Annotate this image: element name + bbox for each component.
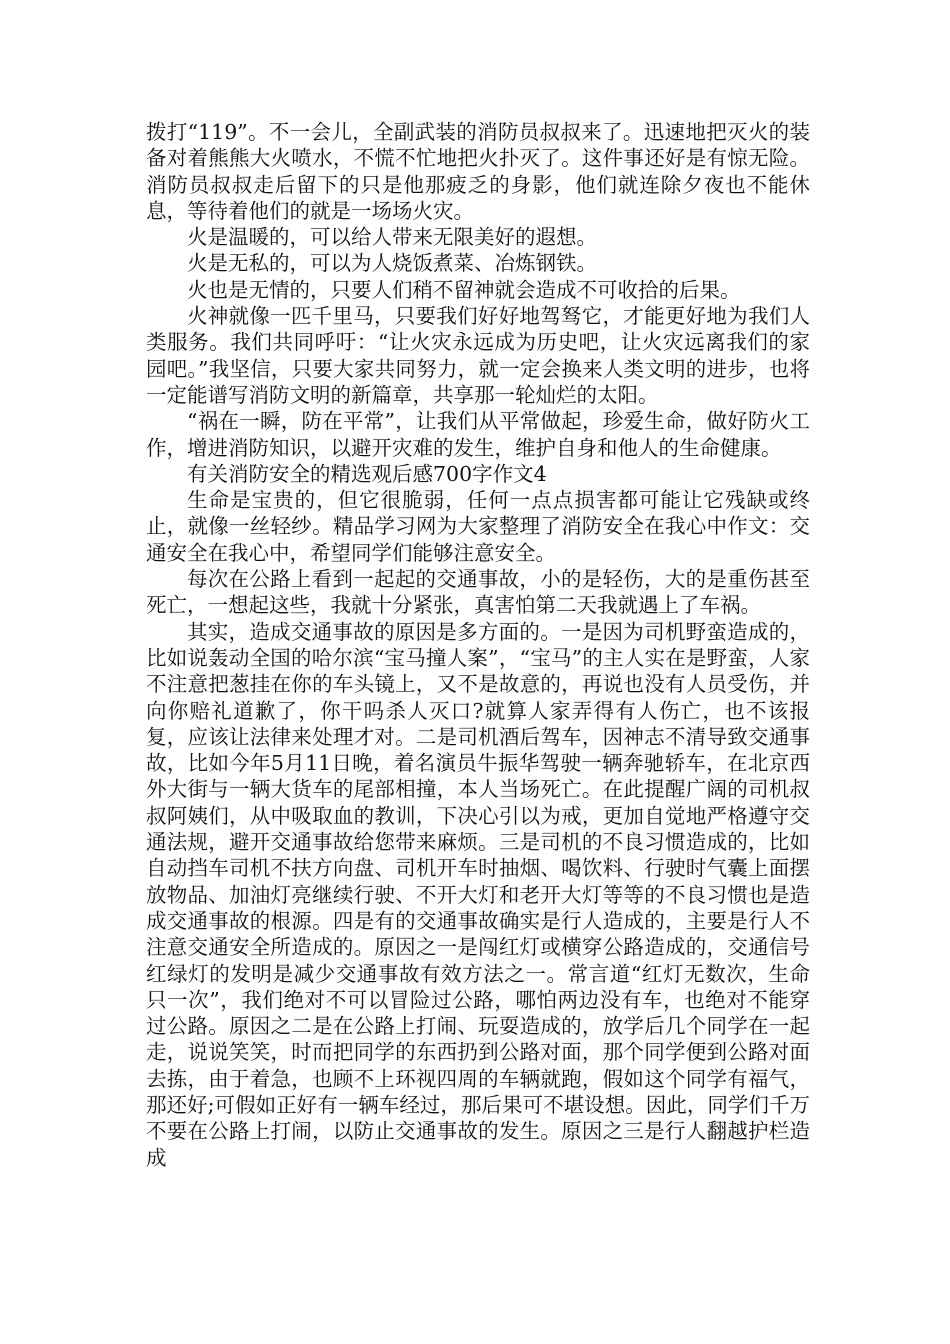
paragraph-accidents-seen: 每次在公路上看到一起起的交通事故，小的是轻伤，大的是重伤甚至死亡，一想起这些，我就十分紧张，真害怕第二天我就遇上了车祸。 bbox=[146, 567, 810, 618]
paragraph-life-precious: 生命是宝贵的，但它很脆弱，任何一点点损害都可能让它残缺或终止，就像一丝轻纱。精品学习网为大家整理了消防安全在我心中作文：交通安全在我心中，希望同学们能够注意安全。 bbox=[146, 488, 810, 565]
section-heading: 有关消防安全的精选观后感700字作文4 bbox=[187, 461, 547, 486]
paragraph-fire-god: 火神就像一匹千里马，只要我们好好地驾驽它，才能更好地为我们人类服务。我们共同呼吁：“让火灾永远成为历史吧，让火灾远离我们的家园吧。”我坚信，只要大家共同努力，就一定会换来人类文明的进步，也将一定能谱写消防文明的新篇章，共享那一轮灿烂的太阳。 bbox=[146, 304, 810, 407]
paragraph-accident-causes: 其实，造成交通事故的原因是多方面的。一是因为司机野蛮造成的，比如说轰动全国的哈尔滨“宝马撞人案”，“宝马”的主人实在是野蛮，人家不注意把葱挂在你的车头镜上，又不是故意的，再说也没有人员受伤，并向你赔礼道歉了，你干吗杀人灭口?就算人家弄得有人伤亡，也不该报复，应该让法律来处理才对。二是司机酒后驾车，因神志不清导致交通事故，比如今年5月11日晚，着名演员牛振华驾驶一辆奔驰轿车，在北京西外大街与一辆大货车的尾部相撞，本人当场死亡。在此提醒广阔的司机叔叔阿姨们，从中吸取血的教训，下决心引以为戒，更加自觉地严格遵守交通法规，避开交通事故给您带来麻烦。三是司机的不良习惯造成的，比如自动挡车司机不扶方向盘、司机开车时抽烟、喝饮料、行驶时气囊上面摆放物品、加油灯亮继续行驶、不开大灯和老开大灯等等的不良习惯也是造成交通事故的根源。四是有的交通事故确实是行人造成的，主要是行人不注意交通安全所造成的。原因之一是闯红灯或横穿公路造成的，交通信号红绿灯的发明是减少交通事故有效方法之一。常言道“红灯无数次，生命只一次”，我们绝对不可以冒险过公路，哪怕两边没有车，也绝对不能穿过公路。原因之二是在公路上打闹、玩耍造成的，放学后几个同学在一起走，说说笑笑，时而把同学的东西扔到公路对面，那个同学便到公路对面去拣，由于着急，也顾不上环视四周的车辆就跑，假如这个同学有福气，那还好;可假如正好有一辆车经过，那后果可不堪设想。因此，同学们千万不要在公路上打闹，以防止交通事故的发生。原因之三是行人翻越护栏造成 bbox=[146, 619, 810, 1170]
paragraph-fire-ruthless: 火也是无情的，只要人们稍不留神就会造成不可收拾的后果。 bbox=[187, 277, 741, 302]
document-body bbox=[146, 119, 810, 1171]
paragraph-fire-selfless: 火是无私的，可以为人烧饭煮菜、冶炼钢铁。 bbox=[187, 251, 597, 276]
paragraph-fire-rescue: 拨打“119”。不一会儿，全副武装的消防员叔叔来了。迅速地把灭火的装备对着熊熊大火喷水，不慌不忙地把火扑灭了。这件事还好是有惊无险。消防员叔叔走后留下的只是他那疲乏的身影，他们就连除夕夜也不能休息，等待着他们的就是一场场火灾。 bbox=[146, 120, 810, 223]
paragraph-prevention: “祸在一瞬，防在平常”，让我们从平常做起，珍爱生命，做好防火工作，增进消防知识，以避开灾难的发生，维护自身和他人的生命健康。 bbox=[146, 409, 810, 460]
paragraph-fire-warm: 火是温暖的，可以给人带来无限美好的遐想。 bbox=[187, 225, 597, 250]
